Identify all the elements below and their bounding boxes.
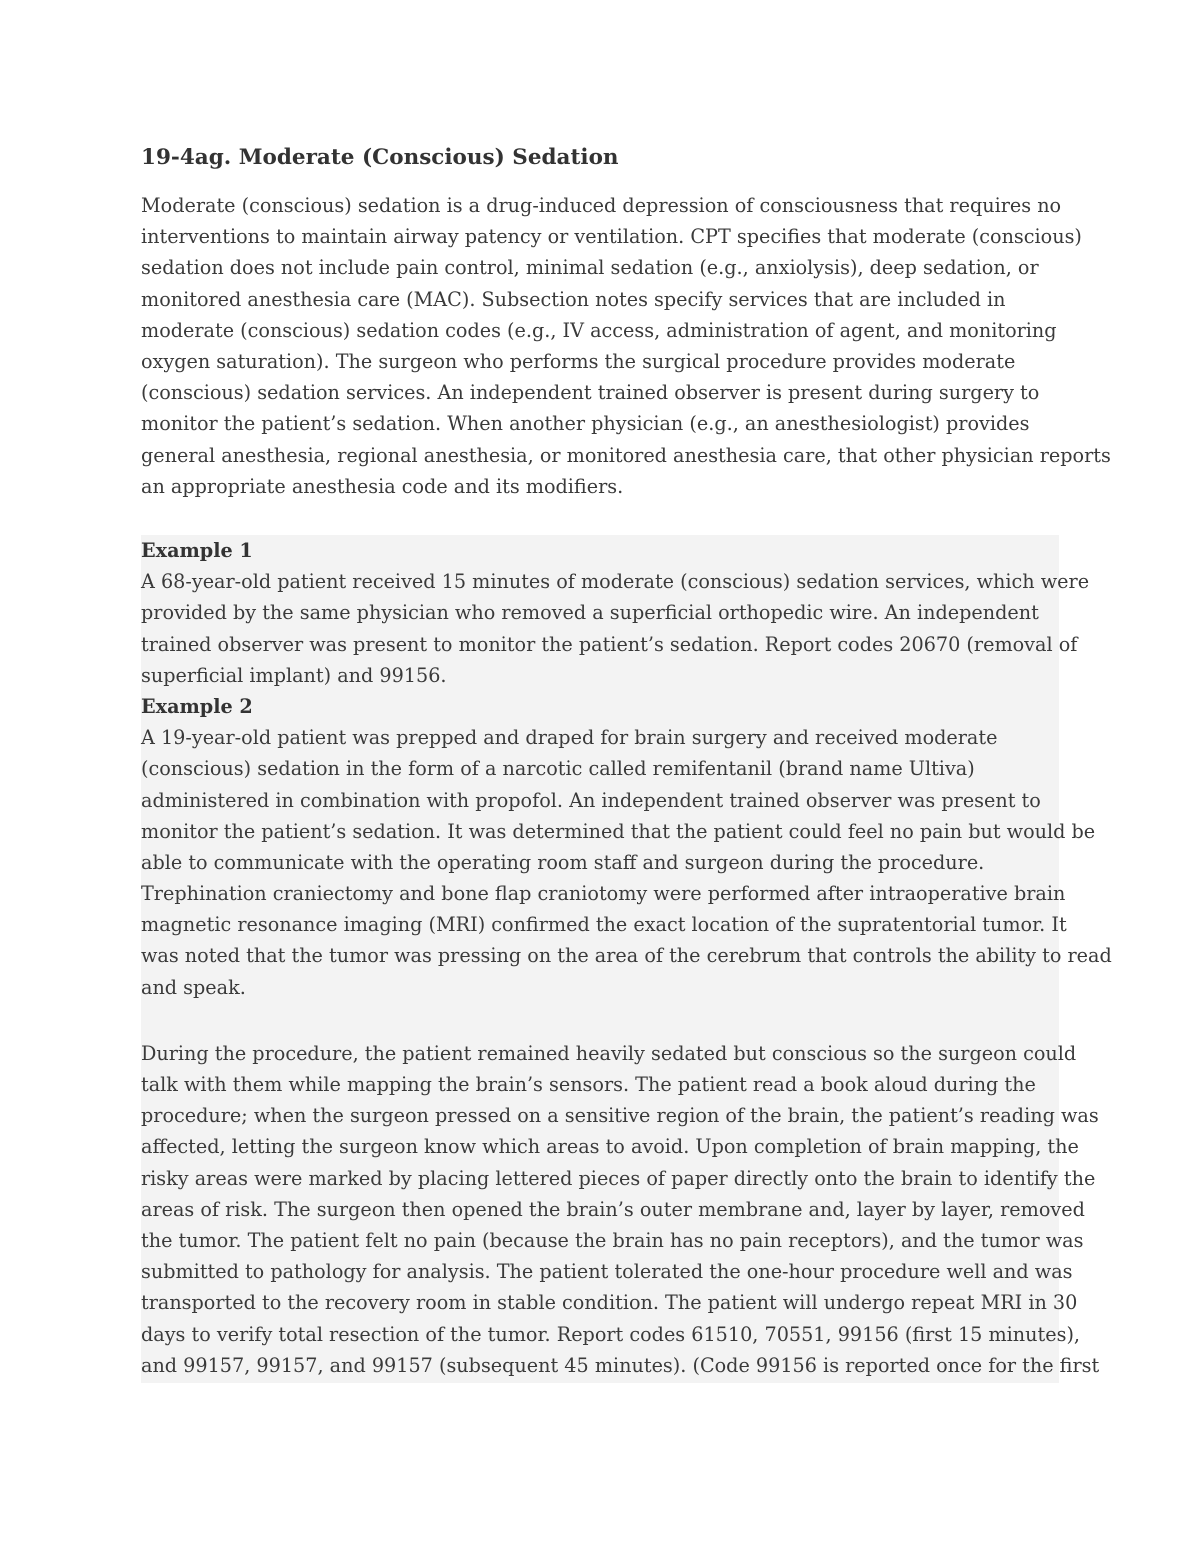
example-2 bbox=[141, 691, 1112, 1381]
example-2-line: administered in combination with propofol. An independent trained observer was present to bbox=[141, 788, 1041, 812]
paragraph-spacer bbox=[141, 1003, 1059, 1038]
intro-line: interventions to maintain airway patency or ventilation. CPT specifies that moderate (conscious) bbox=[141, 225, 1082, 249]
intro-line: Moderate (conscious) sedation is a drug-induced depression of consciousness that requires no bbox=[141, 194, 1062, 217]
example-2-line: magnetic resonance imaging (MRI) confirmed the exact location of the supratentorial tumor. It bbox=[141, 913, 1067, 937]
example-2-line: A 19-year-old patient was prepped and draped for brain surgery and received moderate bbox=[141, 726, 998, 750]
intro-line: oxygen saturation). The surgeon who performs the surgical procedure provides moderate bbox=[141, 349, 1016, 373]
example-2-line: monitor the patient’s sedation. It was determined that the patient could feel no pain but would be bbox=[141, 819, 1096, 843]
example-2-line: (conscious) sedation in the form of a narcotic called remifentanil (brand name Ultiva) bbox=[141, 757, 975, 781]
intro-line: monitor the patient’s sedation. When another physician (e.g., an anesthesiologist) provides bbox=[141, 412, 1030, 436]
intro-line: moderate (conscious) sedation codes (e.g., IV access, administration of agent, and monitoring bbox=[141, 318, 1057, 342]
section-heading: 19-4ag. Moderate (Conscious) Sedation bbox=[141, 145, 619, 170]
examples-section bbox=[141, 535, 1112, 1381]
intro-line: an appropriate anesthesia code and its modifiers. bbox=[141, 474, 624, 498]
example-2-continuation-line: submitted to pathology for analysis. The patient tolerated the one-hour procedure well and was bbox=[141, 1260, 1073, 1284]
example-1-label: Example 1 bbox=[141, 539, 253, 562]
example-1-line: provided by the same physician who removed a superficial orthopedic wire. An independent bbox=[141, 601, 1039, 625]
example-2-continuation-line: risky areas were marked by placing lettered pieces of paper directly onto the brain to identify the bbox=[141, 1166, 1096, 1190]
example-2-continuation-line: days to verify total resection of the tumor. Report codes 61510, 70551, 99156 (first 15 minutes), bbox=[141, 1322, 1081, 1346]
example-2-continuation-line: During the procedure, the patient remained heavily sedated but conscious so the surgeon could bbox=[141, 1041, 1077, 1065]
intro-line: sedation does not include pain control, minimal sedation (e.g., anxiolysis), deep sedation, or bbox=[141, 256, 1039, 280]
example-2-line: was noted that the tumor was pressing on the area of the cerebrum that controls the ability to read bbox=[141, 944, 1112, 968]
example-2-line: and speak. bbox=[141, 975, 246, 999]
intro-line: (conscious) sedation services. An independent trained observer is present during surgery to bbox=[141, 381, 1040, 405]
example-2-continuation-line: transported to the recovery room in stable condition. The patient will undergo repeat MRI in 30 bbox=[141, 1291, 1078, 1315]
example-1-line: trained observer was present to monitor the patient’s sedation. Report codes 20670 (removal of bbox=[141, 632, 1078, 656]
example-2-continuation-line: the tumor. The patient felt no pain (because the brain has no pain receptors), and the tumor was bbox=[141, 1228, 1084, 1252]
example-2-line: Trephination craniectomy and bone flap craniotomy were performed after intraoperative brain bbox=[141, 882, 1066, 906]
example-2-continuation-line: and 99157, 99157, and 99157 (subsequent 45 minutes). (Code 99156 is reported once for the first bbox=[141, 1353, 1100, 1377]
intro-line: general anesthesia, regional anesthesia, or monitored anesthesia care, that other physician reports bbox=[141, 443, 1111, 467]
example-2-line: able to communicate with the operating room staff and surgeon during the procedure. bbox=[141, 850, 985, 874]
example-1-line: A 68-year-old patient received 15 minutes of moderate (conscious) sedation services, which were bbox=[141, 570, 1090, 594]
example-2-label: Example 2 bbox=[141, 694, 253, 718]
example-2-continuation-line: areas of risk. The surgeon then opened the brain’s outer membrane and, layer by layer, removed bbox=[141, 1197, 1085, 1221]
example-1 bbox=[141, 535, 1090, 691]
example-2-continuation-line: affected, letting the surgeon know which areas to avoid. Upon completion of brain mapping, the bbox=[141, 1135, 1079, 1159]
example-2-continuation-line: procedure; when the surgeon pressed on a sensitive region of the brain, the patient’s reading was bbox=[141, 1104, 1099, 1128]
intro-paragraph bbox=[141, 190, 1111, 502]
example-1-line: superficial implant) and 99156. bbox=[141, 663, 447, 687]
intro-line: monitored anesthesia care (MAC). Subsection notes specify services that are included in bbox=[141, 287, 1006, 311]
example-2-continuation-line: talk with them while mapping the brain’s sensors. The patient read a book aloud during the bbox=[141, 1073, 1036, 1096]
